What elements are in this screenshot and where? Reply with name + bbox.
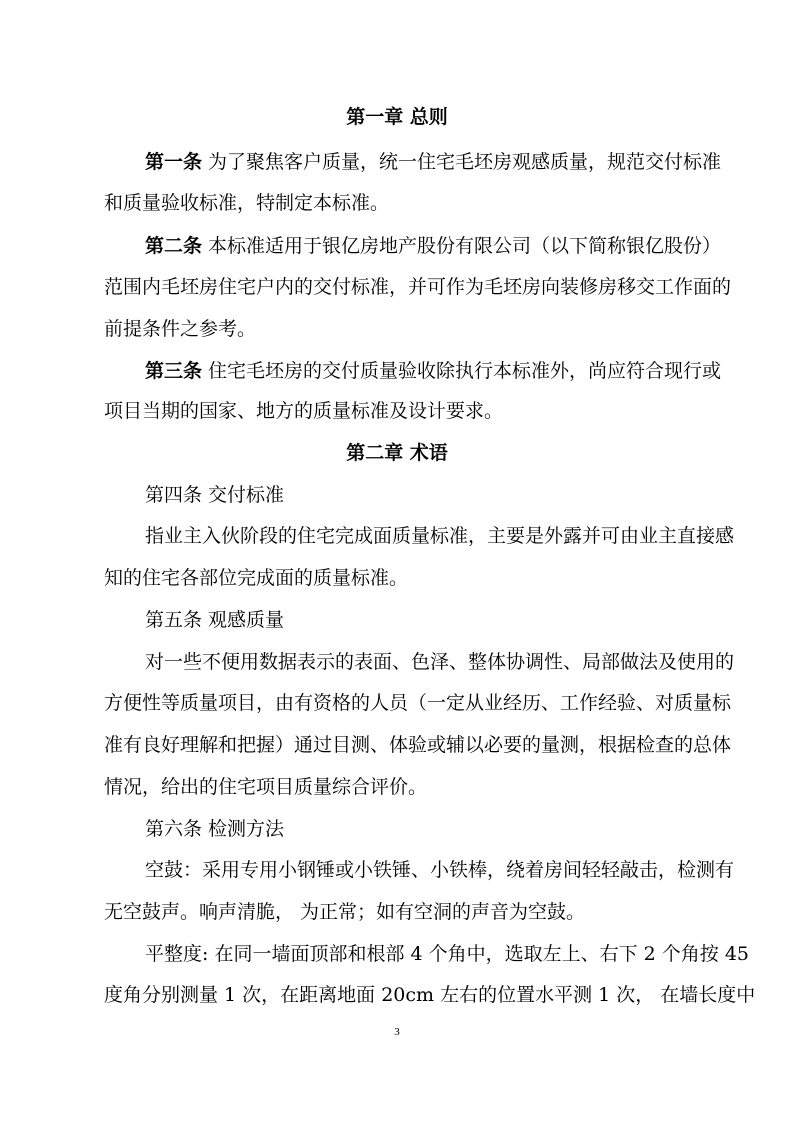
article-6-title: 检测方法 <box>208 818 285 840</box>
article-3-line-1 <box>0 358 794 384</box>
article-2-line-1 <box>0 233 794 259</box>
article-4-heading <box>0 482 794 508</box>
article-3-line-2: 项目当期的国家、地方的质量标准及设计要求。 <box>104 400 504 422</box>
article-6-paragraph-1-line-1: 空鼓：采用专用小钢锤或小铁锤、小铁棒，绕着房间轻轻敲击，检测有 <box>145 859 735 881</box>
article-1-line-2: 和质量验收标准，特制定本标准。 <box>104 192 390 214</box>
chapter-1-title: 第一章 总则 <box>346 106 448 128</box>
article-5-heading <box>0 607 794 633</box>
article-5-line-3: 准有良好理解和把握）通过目测、体验或辅以必要的量测，根据检查的总体 <box>104 734 732 756</box>
article-1-label: 第一条 <box>145 151 203 173</box>
article-2-label: 第二条 <box>145 235 203 257</box>
article-3-text-1: 住宅毛坯房的交付质量验收除执行本标准外，尚应符合现行或 <box>208 360 722 382</box>
article-4-line-2: 知的住宅各部位完成面的质量标准。 <box>104 567 409 589</box>
article-1-text-1: 为了聚焦客户质量，统一住宅毛坯房观感质量，规范交付标准 <box>208 151 722 173</box>
article-6-paragraph-1-line-2: 无空鼓声。响声清脆， 为正常；如有空洞的声音为空鼓。 <box>104 901 586 923</box>
page-number: 3 <box>394 1026 400 1038</box>
article-4-line-1: 指业主入伙阶段的住宅完成面质量标准，主要是外露并可由业主直接感 <box>145 525 735 547</box>
article-2-line-3: 前提条件之参考。 <box>104 318 257 340</box>
article-5-line-4: 情况，给出的住宅项目质量综合评价。 <box>104 776 428 798</box>
article-3-label: 第三条 <box>145 360 203 382</box>
article-6-label: 第六条 <box>145 818 203 840</box>
article-4-label: 第四条 <box>145 484 203 506</box>
article-2-text-1: 本标准适用于银亿房地产股份有限公司（以下简称银亿股份） <box>208 235 722 257</box>
article-5-line-2: 方便性等质量项目，由有资格的人员（一定从业经历、工作经验、对质量标 <box>104 692 732 714</box>
article-6-heading <box>0 816 794 842</box>
article-5-line-1: 对一些不便用数据表示的表面、色泽、整体协调性、局部做法及使用的 <box>145 651 735 673</box>
article-1-line-1 <box>0 149 794 175</box>
article-5-label: 第五条 <box>145 609 203 631</box>
article-6-paragraph-2-line-1: 平整度: 在同一墙面顶部和根部 4 个角中，选取左上、右下 2 个角按 45 <box>145 943 749 965</box>
article-2-line-2: 范围内毛坯房住宅户内的交付标准，并可作为毛坯房向装修房移交工作面的 <box>104 276 732 298</box>
article-4-title: 交付标准 <box>208 484 285 506</box>
chapter-2-title: 第二章 术语 <box>346 442 448 464</box>
article-5-title: 观感质量 <box>208 609 285 631</box>
article-6-paragraph-2-line-2: 度角分别测量 1 次，在距离地面 20cm 左右的位置水平测 1 次， 在墙长度中 <box>104 984 756 1006</box>
